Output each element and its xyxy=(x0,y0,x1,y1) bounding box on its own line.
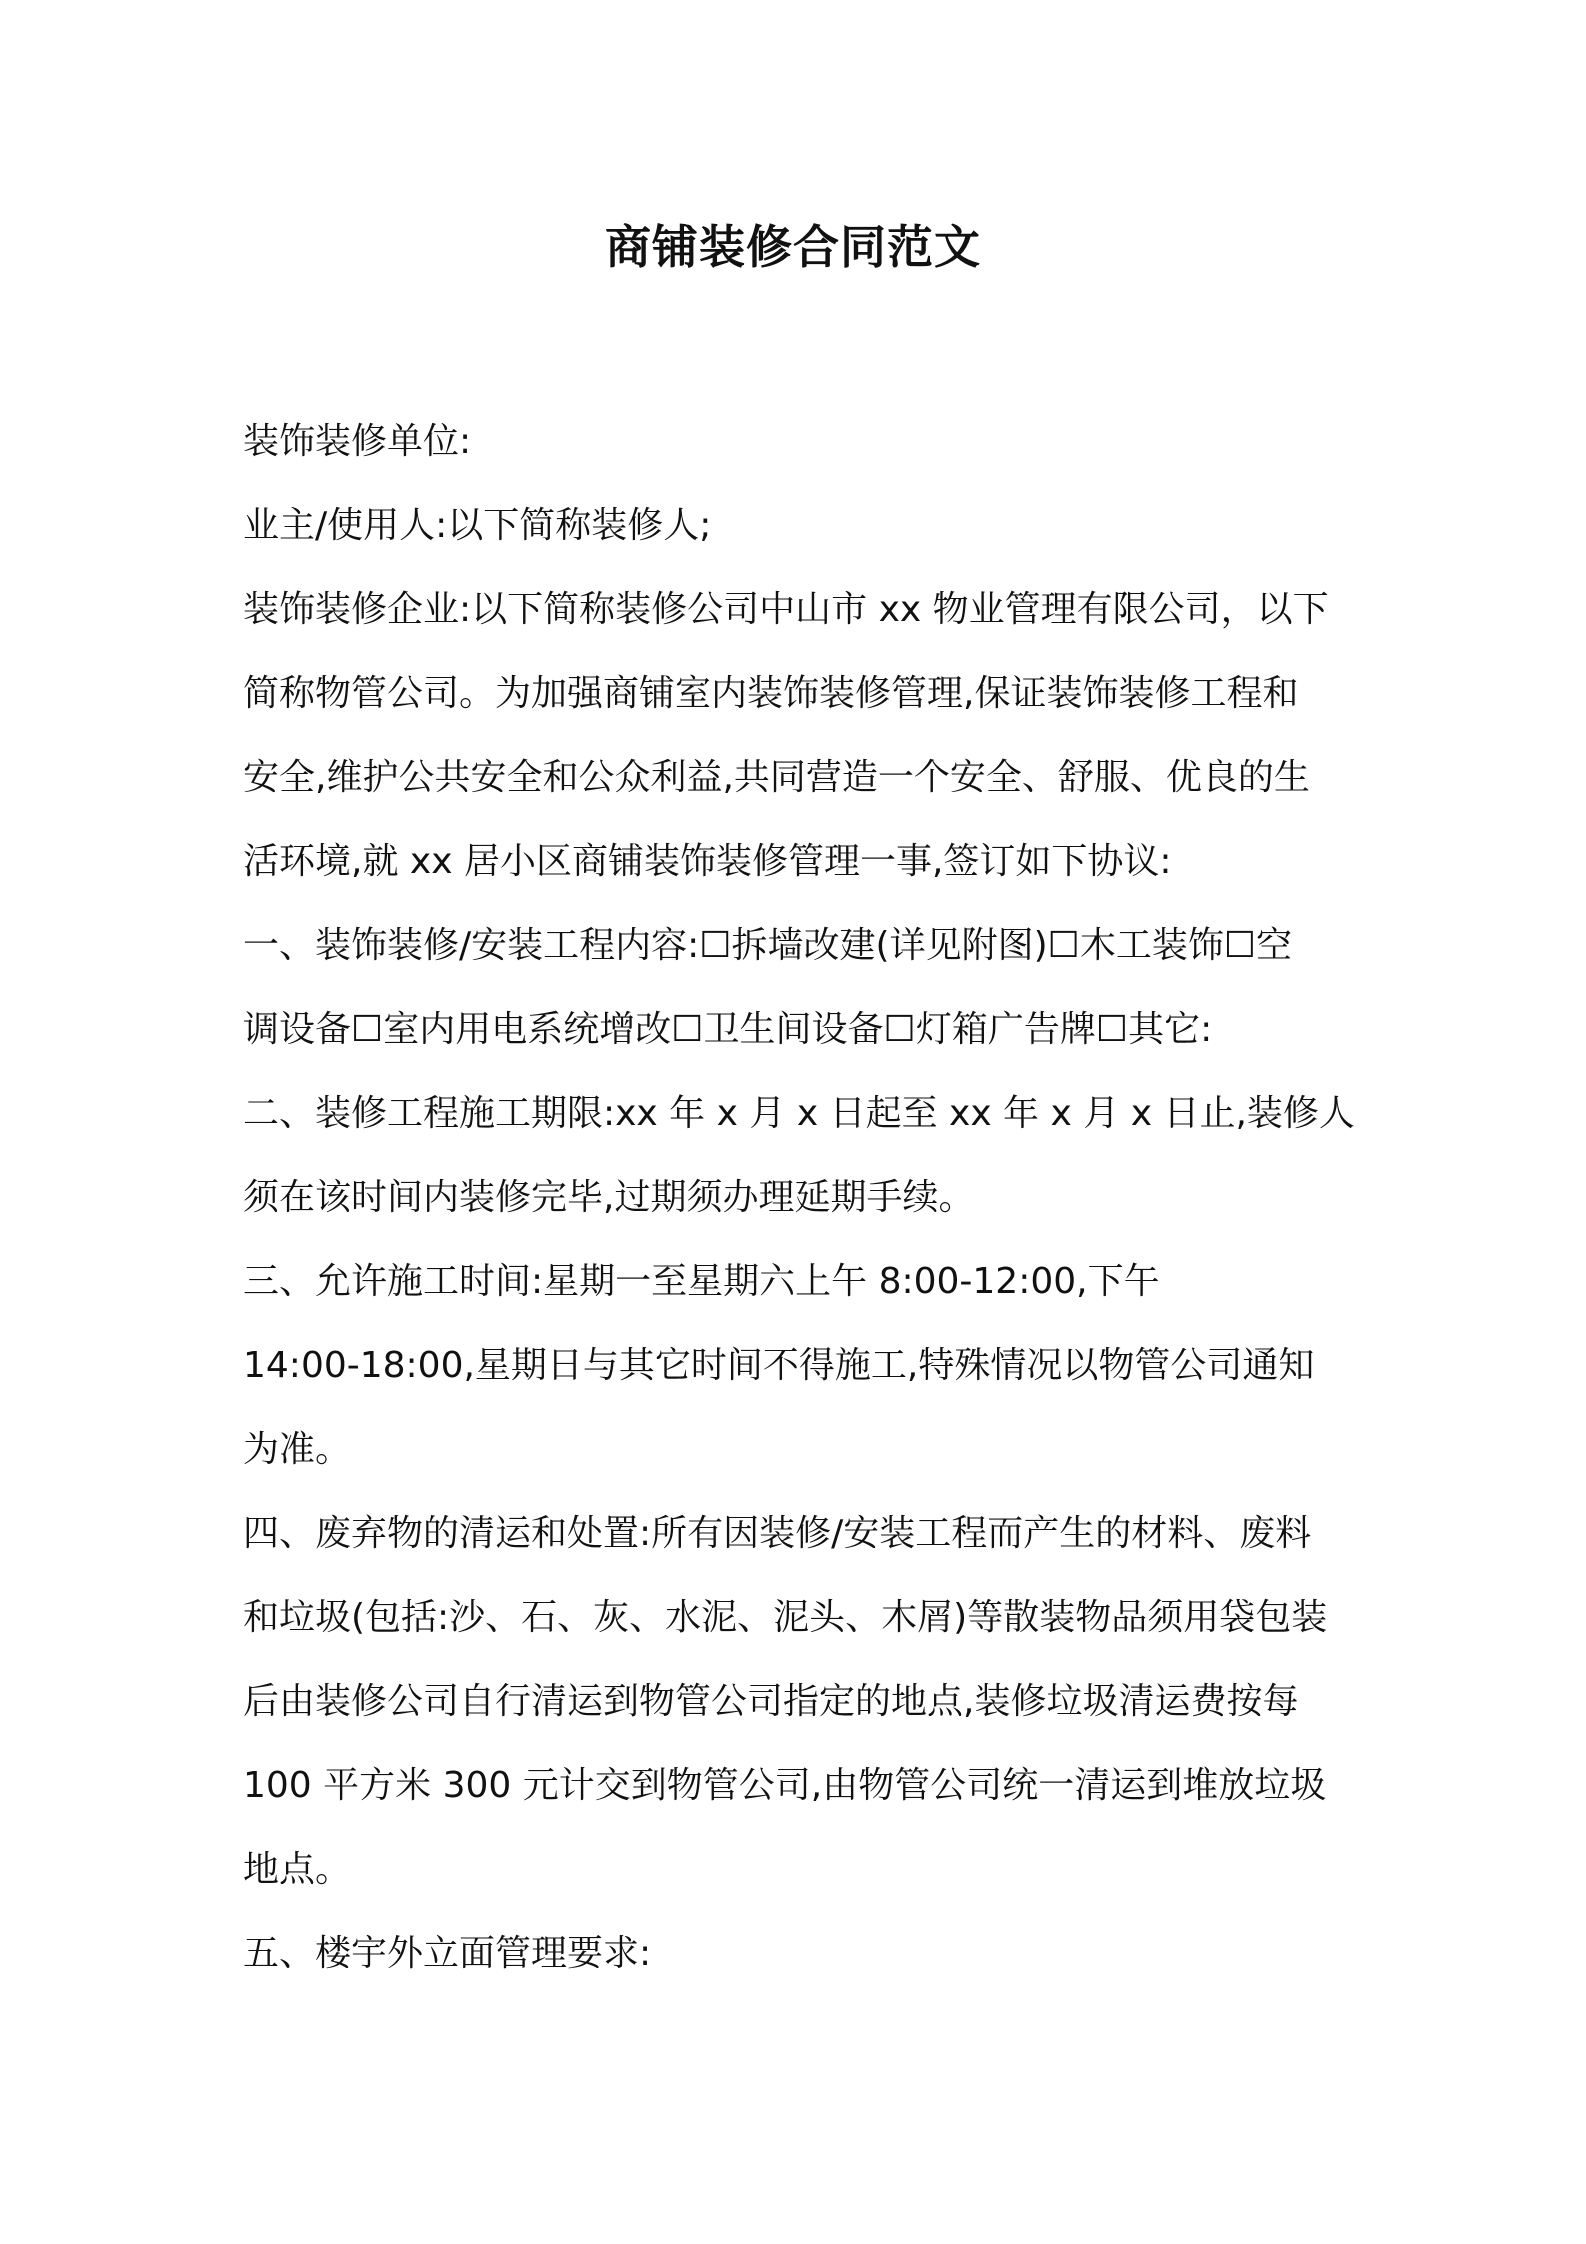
text-line: 装饰装修单位: xyxy=(243,421,472,462)
text-line: 三、允许施工时间:星期一至星期六上午 8:00-12:00,下午 xyxy=(243,1261,1160,1302)
text-line: 为准。 xyxy=(243,1429,352,1470)
document-title: 商铺装修合同范文 xyxy=(605,220,981,274)
text-line: 须在该时间内装修完毕,过期须办理延期手续。 xyxy=(243,1177,975,1218)
text-line: 简称物管公司。为加强商铺室内装饰装修管理,保证装饰装修工程和 xyxy=(243,673,1299,714)
text-line: 四、废弃物的清运和处置:所有因装修/安装工程而产生的材料、废料 xyxy=(243,1513,1312,1554)
text-line: 地点。 xyxy=(243,1849,352,1890)
text-line: 100 平方米 300 元计交到物管公司,由物管公司统一清运到堆放垃圾 xyxy=(243,1765,1327,1806)
text-line: 活环境,就 xx 居小区商铺装饰装修管理一事,签订如下协议: xyxy=(243,841,1172,882)
text-line: 五、楼宇外立面管理要求: xyxy=(243,1933,652,1974)
text-line: 后由装修公司自行清运到物管公司指定的地点,装修垃圾清运费按每 xyxy=(243,1681,1299,1722)
text-line: 一、装饰装修/安装工程内容:☐拆墙改建(详见附图)☐木工装饰☐空 xyxy=(243,925,1293,966)
text-line: 安全,维护公共安全和公众利益,共同营造一个安全、舒服、优良的生 xyxy=(243,757,1310,798)
text-line: 14:00-18:00,星期日与其它时间不得施工,特殊情况以物管公司通知 xyxy=(243,1345,1315,1386)
text-line: 业主/使用人:以下简称装修人; xyxy=(243,505,712,546)
text-line: 二、装修工程施工期限:xx 年 x 月 x 日起至 xx 年 x 月 x 日止,装修人 xyxy=(243,1093,1355,1134)
text-line: 调设备☐室内用电系统增改☐卫生间设备☐灯箱广告牌☐其它: xyxy=(243,1009,1213,1050)
text-line: 和垃圾(包括:沙、石、灰、水泥、泥头、木屑)等散装物品须用袋包装 xyxy=(243,1597,1328,1638)
text-line: 装饰装修企业:以下简称装修公司中山市 xx 物业管理有限公司，以下 xyxy=(243,589,1329,630)
document-body xyxy=(243,400,1363,1996)
